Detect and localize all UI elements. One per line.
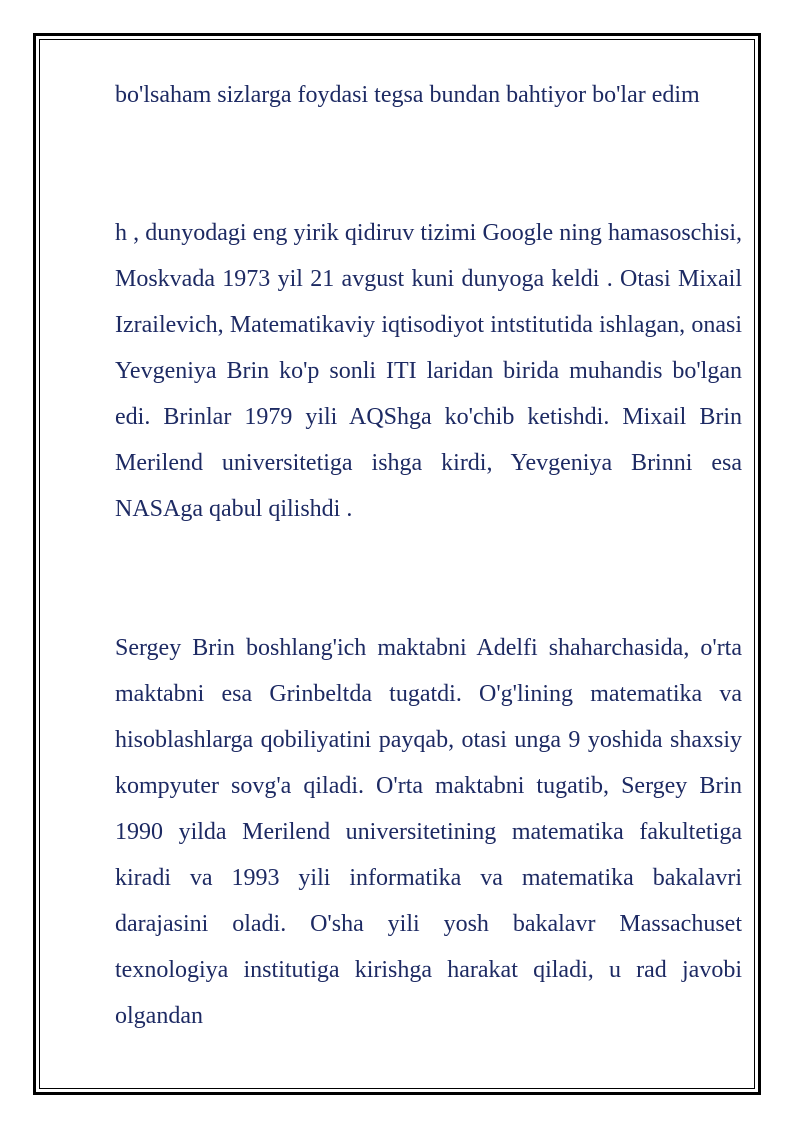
paragraph-intro: bo'lsaham sizlarga foydasi tegsa bundan bahtiyor bo'lar edim <box>115 82 700 108</box>
paragraph-education: Sergey Brin boshlang'ich maktabni Adelfi shaharchasida, o'rta maktabni esa Grinbeltda tugatdi. O'g'lining matematika va hisoblashlarga qobiliyatini payqab, otasi unga 9 yoshida shaxsiy kompyuter sovg'a qiladi. O'rta maktabni tugatib, Sergey Brin 1990 yilda Merilend universitetining matematika fakultetiga kiradi va 1993 yili informatika va matematika bakalavri darajasini oladi. O'sha yili yosh bakalavr Massachuset texnologiya institutiga kirishga harakat qiladi, u rad javobi olgandan <box>115 635 742 1029</box>
paragraph-birth: h , dunyodagi eng yirik qidiruv tizimi Google ning hamasoschisi, Moskvada 1973 yil 21 avgust kuni dunyoga keldi . Otasi Mixail Izrailevich, Matematikaviy iqtisodiyot intstitutida ishlagan, onasi Yevgeniya Brin ko'p sonli ITI laridan birida muhandis bo'lgan edi. Brinlar 1979 yili AQShga ko'chib ketishdi. Mixail Brin Merilend universitetiga ishga kirdi, Yevgeniya Brinni esa NASAga qabul qilishdi . <box>115 220 742 522</box>
